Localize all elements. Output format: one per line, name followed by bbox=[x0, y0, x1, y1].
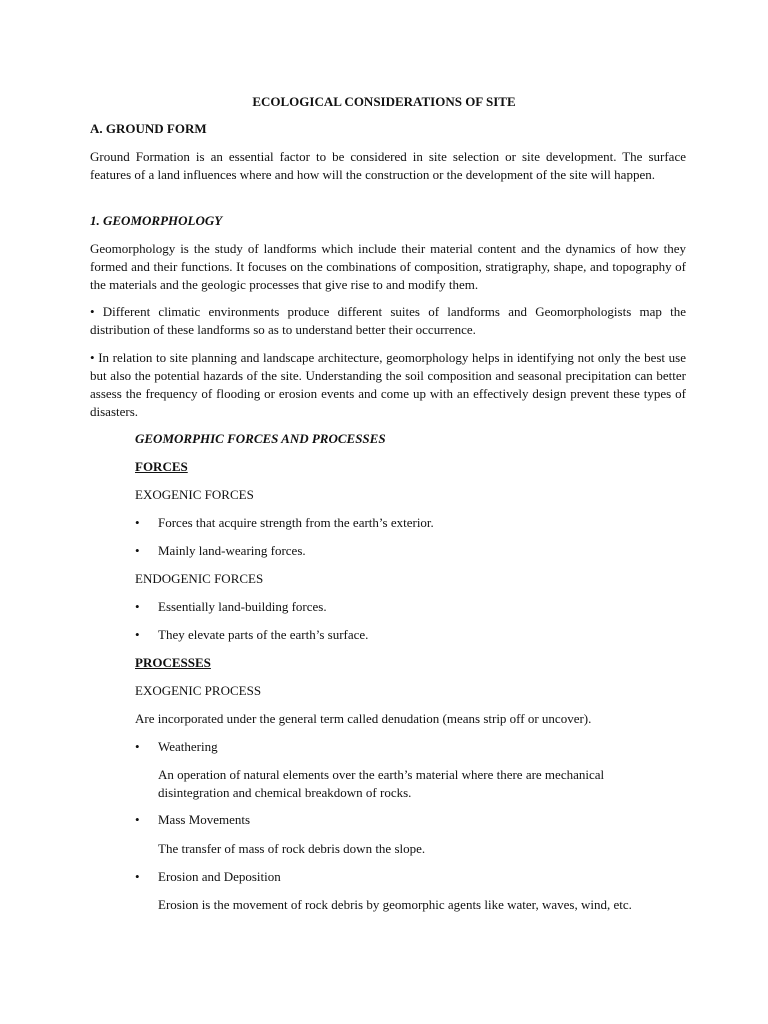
list-item-text: Essentially land-building forces. bbox=[158, 599, 327, 614]
process-name: Erosion and Deposition bbox=[158, 869, 281, 884]
bullet-icon: • bbox=[135, 812, 140, 827]
process-name: Mass Movements bbox=[158, 812, 251, 827]
section-a-paragraph: Ground Formation is an essential factor to be considered in site selection or site development. The surface features of a land influences where and how will the construction or the development of the site will happen. bbox=[90, 149, 686, 182]
process-description: The transfer of mass of rock debris down the slope. bbox=[158, 841, 426, 856]
document-title: ECOLOGICAL CONSIDERATIONS OF SITE bbox=[252, 94, 516, 109]
bullet-icon: • bbox=[135, 869, 140, 884]
endogenic-forces-label: ENDOGENIC FORCES bbox=[135, 571, 264, 586]
exogenic-forces-label: EXOGENIC FORCES bbox=[135, 487, 254, 502]
bullet-icon: • bbox=[135, 627, 140, 642]
exogenic-process-intro: Are incorporated under the general term called denudation (means strip off or uncover). bbox=[135, 711, 592, 726]
section-1-point-2: • In relation to site planning and landscape architecture, geomorphology helps in identifying not only the best use but also the potential hazards of the site. Understanding the soil composition and seasonal precipitation can better assess the frequency of flooding or erosion events and come up with an effectively design prevent these types of disasters. bbox=[90, 350, 686, 419]
bullet-icon: • bbox=[135, 543, 140, 558]
process-description: An operation of natural elements over the earth’s material where there are mechanical disintegration and chemical breakdown of rocks. bbox=[158, 767, 605, 800]
forces-heading: FORCES bbox=[135, 459, 188, 474]
list-item-text: Mainly land-wearing forces. bbox=[158, 543, 306, 558]
section-a-heading: A. GROUND FORM bbox=[90, 121, 207, 136]
section-1-point-1: • Different climatic environments produce different suites of landforms and Geomorphologists map the distribution of these landforms so as to understand better their occurrence. bbox=[90, 304, 686, 337]
section-1-heading: 1. GEOMORPHOLOGY bbox=[90, 213, 223, 228]
geomorphic-heading: GEOMORPHIC FORCES AND PROCESSES bbox=[135, 431, 386, 446]
processes-heading: PROCESSES bbox=[135, 655, 211, 670]
exogenic-process-label: EXOGENIC PROCESS bbox=[135, 683, 262, 698]
bullet-icon: • bbox=[135, 599, 140, 614]
process-description: Erosion is the movement of rock debris by geomorphic agents like water, waves, wind, etc. bbox=[158, 897, 632, 912]
bullet-icon: • bbox=[135, 515, 140, 530]
section-1-paragraph: Geomorphology is the study of landforms which include their material content and the dynamics of how they formed and their functions. It focuses on the combinations of composition, stratigraphy, shape, and topography of the materials and the geologic processes that give rise to and modify them. bbox=[90, 241, 686, 292]
list-item-text: Forces that acquire strength from the earth’s exterior. bbox=[158, 515, 434, 530]
process-name: Weathering bbox=[158, 739, 218, 754]
list-item-text: They elevate parts of the earth’s surface. bbox=[158, 627, 369, 642]
bullet-icon: • bbox=[135, 739, 140, 754]
